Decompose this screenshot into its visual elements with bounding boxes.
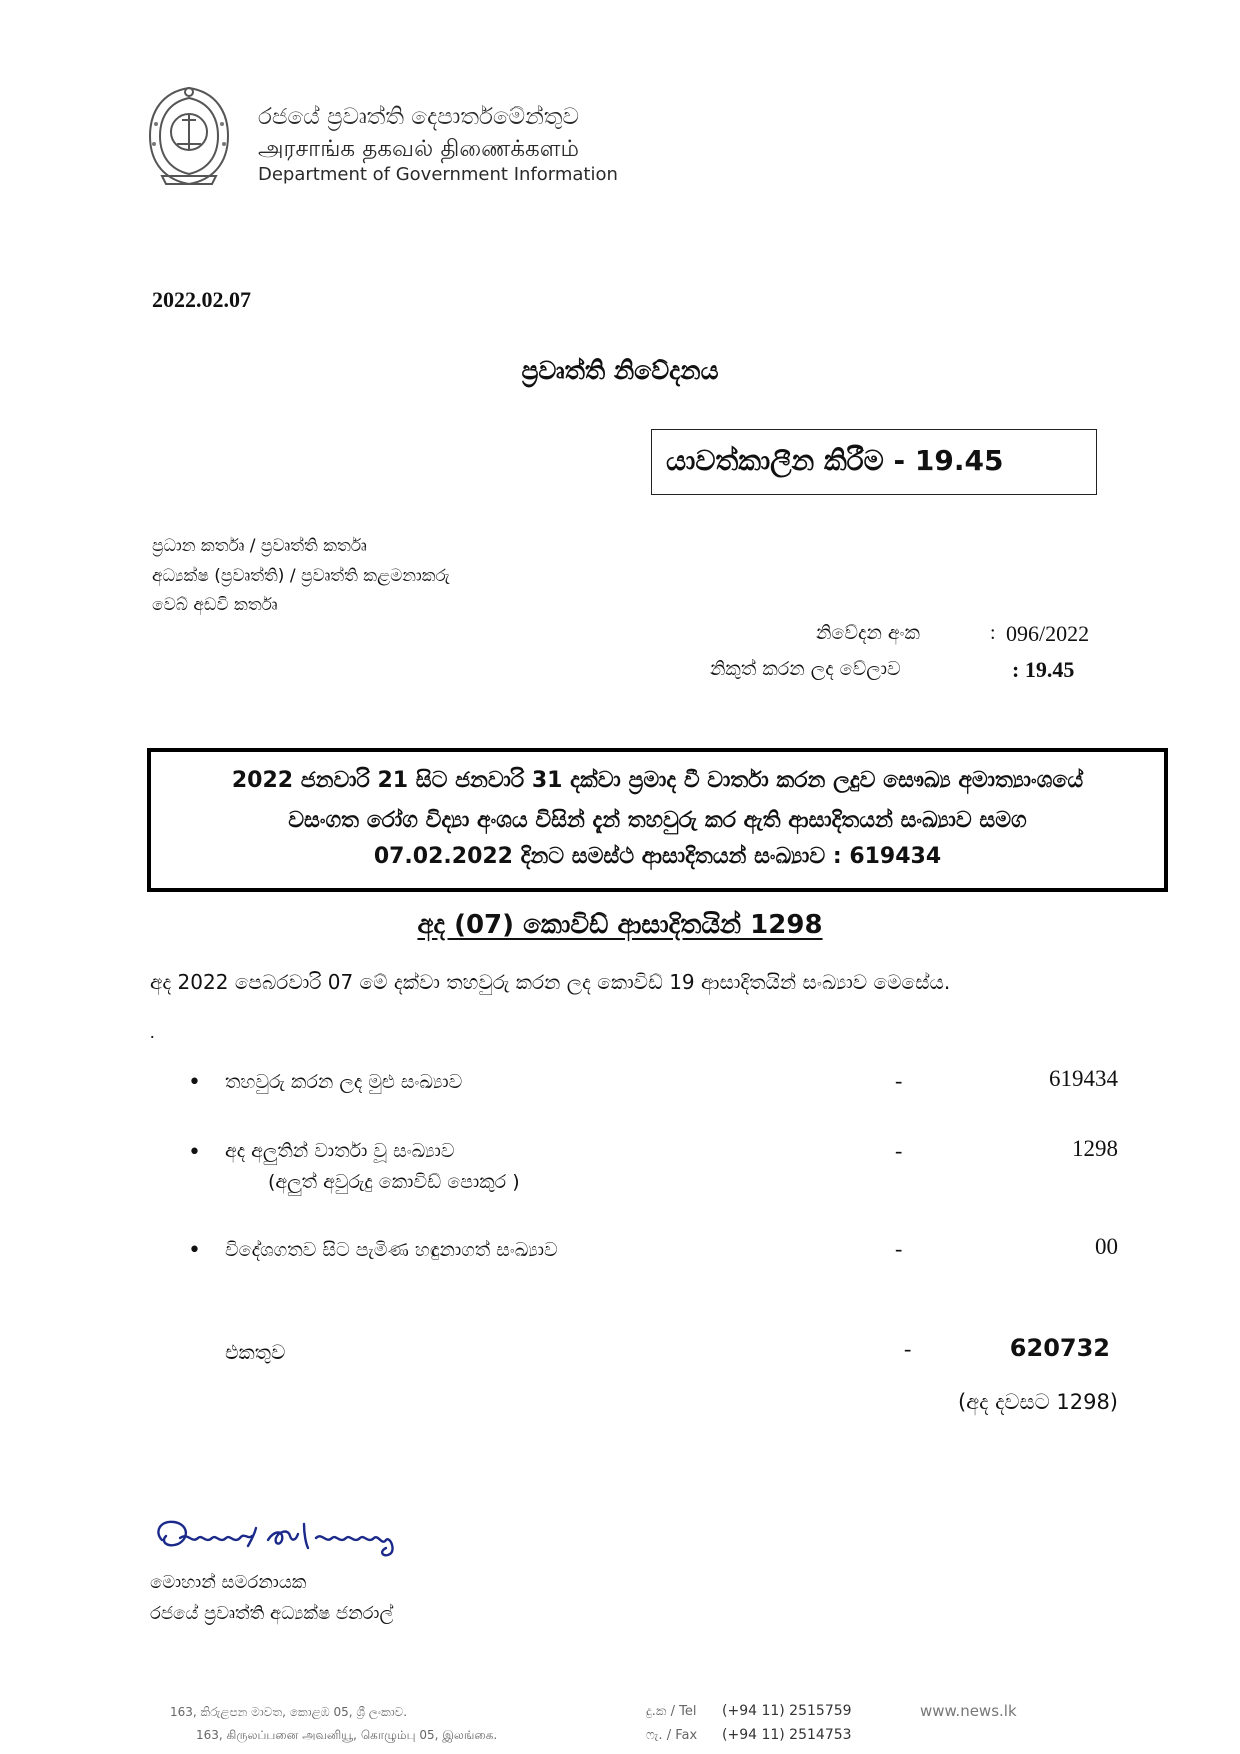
- item-note-cluster: (අලුත් අවුරුදු කොවිඩ් පොකුර ): [268, 1171, 520, 1193]
- recipient-line: වෙබ් අඩවි කර්තෘ: [152, 595, 278, 615]
- item-dash: -: [895, 1236, 903, 1261]
- footer-address-tamil: 163, கிருலப்பனை அவனியூ, கொழும்பு 05, இலங்கை.: [196, 1728, 498, 1742]
- item-value-new-today: 1298: [1072, 1136, 1118, 1161]
- embargo-text: යාවත්කාලීන කිරීම - 19.45: [666, 444, 1004, 477]
- release-number-value: 096/2022: [1006, 621, 1090, 646]
- item-dash: -: [895, 1068, 903, 1093]
- recipient-line: අධ්‍යක්ෂ (ප්‍රවෘත්ති) / ප්‍රවෘත්ති කළමනාකරු: [152, 566, 450, 586]
- total-value: 620732: [1009, 1334, 1110, 1362]
- item-value-total-confirmed: 619434: [1049, 1066, 1118, 1091]
- footer-website: www.news.lk: [920, 1702, 1017, 1720]
- item-label-foreign-arrivals: විදේශගතව සිට පැමිණ හඳුනාගත් සංඛ්‍යාව: [225, 1239, 558, 1261]
- today-count-note: (අද දවසට 1298): [957, 1390, 1118, 1414]
- headline-text: අද (07) කොවිඩ් ආසාදිතයින් 1298: [417, 910, 823, 940]
- issued-time-label: නිකුත් කරන ලද වේලාව: [710, 658, 901, 680]
- item-label-new-today: අද අලුතින් වාර්තා වූ සංඛ්‍යාව: [225, 1140, 455, 1162]
- signer-title: රජයේ ප්‍රවෘත්ති අධ්‍යක්ෂ ජනරාල්: [150, 1603, 394, 1624]
- release-number-colon: :: [990, 622, 996, 644]
- total-label: එකතුව: [225, 1340, 286, 1364]
- department-name-tamil: அரசாங்க தகவல் திணைக்களம்: [258, 136, 580, 162]
- bullet: •: [188, 1070, 201, 1095]
- summary-line-3: 07.02.2022 දිනට සමස්ථ ආසාදිතයන් සංඛ්‍යාව : 619434: [373, 844, 942, 869]
- footer-phone-value: (+94 11) 2515759: [722, 1703, 852, 1719]
- item-dash: -: [895, 1138, 903, 1163]
- document-title: ප්‍රවෘත්ති නිවේදනය: [521, 356, 719, 385]
- bullet: •: [188, 1238, 201, 1263]
- item-label-total-confirmed: තහවුරු කරන ලද මුළු සංඛ්‍යාව: [225, 1071, 463, 1093]
- issued-time-value: : 19.45: [1012, 657, 1075, 682]
- sri-lanka-emblem-logo: [142, 84, 236, 188]
- footer-fax-value: (+94 11) 2514753: [722, 1727, 852, 1743]
- footer-address-sinhala: 163, කිරුළපන මාවත, කොළඹ 05, ශ්‍රී ලංකාව.: [170, 1705, 408, 1719]
- intro-paragraph: අද 2022 පෙබරවාරි 07 මේ දක්වා තහවුරු කරන ලද කොවිඩ් 19 ආසාදිතයින් සංඛ්‍යාව මෙසේය.: [150, 970, 951, 994]
- signer-name: මොහාන් සමරනායක: [150, 1572, 307, 1593]
- summary-line-2: වසංගත රෝග විද්‍යා අංශය විසින් දැන් තහවුරු කර ඇති ආසාදිතයන් සංඛ්‍යාව සමග: [288, 808, 1027, 833]
- department-name-sinhala: රජයේ ප්‍රවෘත්ති දෙපාර්තමේන්තුව: [258, 104, 579, 130]
- footer-fax-label: ෆැ. / Fax: [646, 1728, 698, 1743]
- footer-phone-label: දු.ක / Tel: [646, 1704, 697, 1719]
- headline: [0, 910, 1240, 941]
- release-date: 2022.02.07: [152, 287, 251, 312]
- recipient-line: ප්‍රධාන කර්තෘ / ප්‍රවෘත්ති කර්තෘ: [152, 536, 367, 556]
- summary-line-1: 2022 ජනවාරි 21 සිට ජනවාරි 31 දක්වා ප්‍රමාද වී වාර්තා කරන ලදුව සෞඛ්‍ය අමාත්‍යාංශයේ: [231, 768, 1084, 793]
- bullet: •: [188, 1140, 201, 1165]
- item-value-foreign-arrivals: 00: [1095, 1234, 1118, 1259]
- total-dash: -: [904, 1336, 912, 1361]
- department-name-english: Department of Government Information: [258, 164, 618, 185]
- stray-dot: .: [150, 1022, 155, 1042]
- release-number-label: නිවේදන අංක: [816, 622, 920, 644]
